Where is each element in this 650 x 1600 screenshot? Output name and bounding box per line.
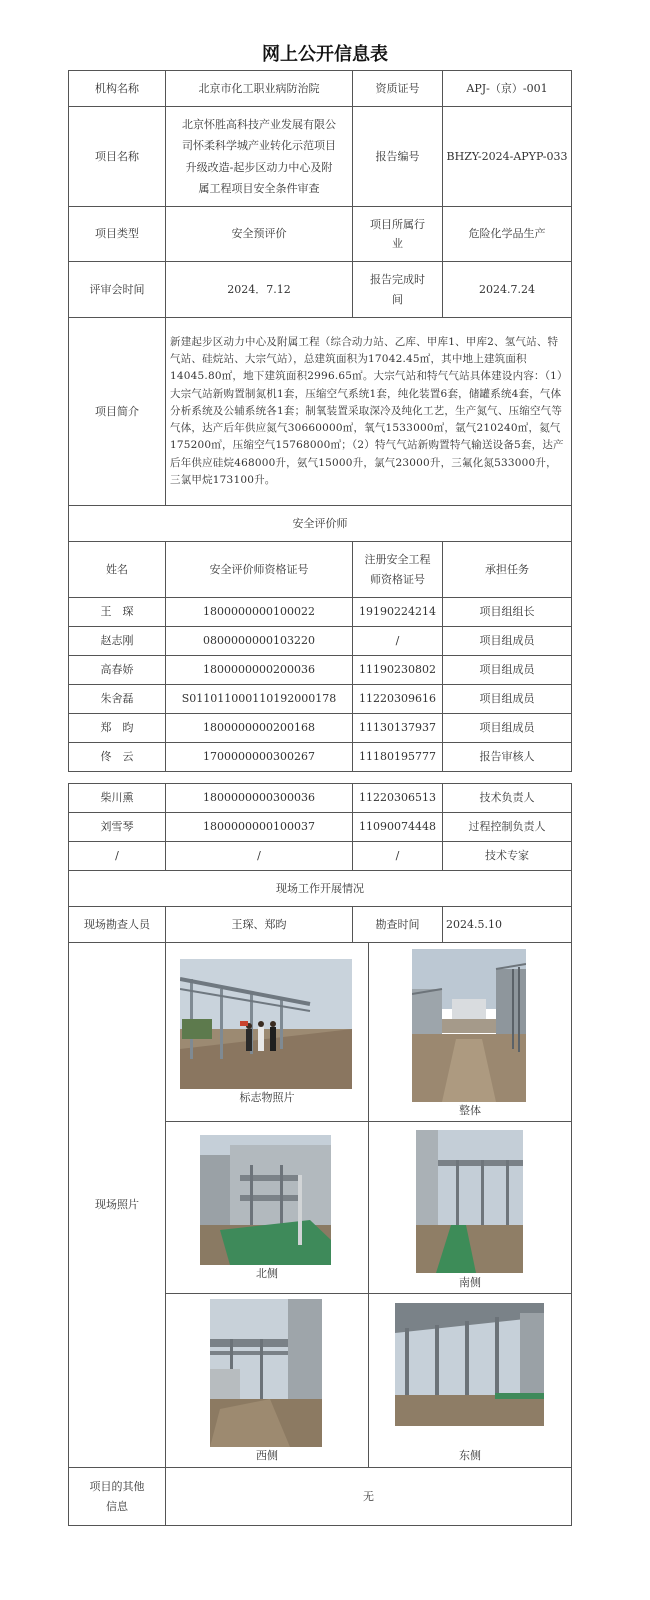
assessor-name: / (69, 842, 166, 871)
assessor-cert: 1800000000100022 (166, 598, 353, 627)
assessor-name: 朱舍磊 (69, 685, 166, 714)
assessor-task: 过程控制负责人 (443, 813, 572, 842)
table-row (69, 598, 572, 627)
photo-caption: 标志物照片 (239, 1091, 295, 1104)
info-table (68, 70, 572, 772)
assessor-task: 技术负责人 (443, 784, 572, 813)
industry-label: 项目所属行业 (353, 207, 443, 262)
assessor-name: 刘雪琴 (69, 813, 166, 842)
org-value: 北京市化工职业病防治院 (166, 71, 353, 107)
site-photo-west (210, 1299, 322, 1447)
assessor-cert: 1800000000200036 (166, 656, 353, 685)
header-name: 姓名 (69, 542, 166, 598)
other-info-label: 项目的其他 信息 (69, 1468, 166, 1526)
assessor-reg: 11220306513 (353, 784, 443, 813)
photos-label: 现场照片 (69, 943, 166, 1468)
table-row (69, 714, 572, 743)
site-photo-south (416, 1130, 523, 1273)
photo-caption: 北侧 (256, 1267, 278, 1280)
assessor-name: 高春娇 (69, 656, 166, 685)
assessor-task: 项目组成员 (443, 627, 572, 656)
assessor-task: 项目组组长 (443, 598, 572, 627)
assessor-name: 佟 云 (69, 743, 166, 772)
assessor-reg: / (353, 842, 443, 871)
assessor-reg: 11190230802 (353, 656, 443, 685)
assessor-task: 项目组成员 (443, 656, 572, 685)
org-label: 机构名称 (69, 71, 166, 107)
assessor-task: 技术专家 (443, 842, 572, 871)
project-type-label: 项目类型 (69, 207, 166, 262)
project-name-value: 北京怀胜高科技产业发展有限公 司怀柔科学城产业转化示范项目 升级改造-起步区动力中心及附 属工程项目安全条件审查 (166, 107, 353, 207)
project-name-label: 项目名称 (69, 107, 166, 207)
header-cert: 安全评价师资格证号 (166, 542, 353, 598)
photo-caption: 东侧 (459, 1449, 481, 1462)
assessor-cert: S011011000110192000178 (166, 685, 353, 714)
intro-text: 新建起步区动力中心及附属工程（综合动力站、乙库、甲库1、甲库2、氢气站、特气站、硅烷站、大宗气站），总建筑面积为17042.45㎡，其中地上建筑面积14045.80㎡，地下建筑面积2996.65㎡。大宗气站和特气气站具体建设内容：（1）大宗气站新购置制氮机1套，压缩空气系统1套，纯化装置6套，储罐系统4套，气体分析系统及公辅系统各1套；制氧装置采取深冷及纯化工艺，生产氮气、压缩空气等气体，达产后年供应氮气30660000㎥，氧气1533000㎥，氩气210240㎥，氦气175200㎥，压缩空气15768000㎥；（2）特气气站新购置特气输送设备5套，达产后年供应硅烷468000升，氨气15000升，氯气23000升，三氟化氮533000升，三氯甲烷173100升。 (166, 318, 572, 506)
photo-caption: 西侧 (256, 1449, 278, 1462)
table-row (69, 842, 572, 871)
header-reg: 注册安全工程 师资格证号 (353, 542, 443, 598)
assessor-section-title: 安全评价师 (69, 506, 572, 542)
assessor-cert: / (166, 842, 353, 871)
photos-grid (166, 943, 572, 1468)
assessor-cert: 1800000000100037 (166, 813, 353, 842)
assessor-name: 郑 昀 (69, 714, 166, 743)
site-photo-landmark (180, 959, 352, 1089)
assessor-task: 项目组成员 (443, 714, 572, 743)
table-row (69, 656, 572, 685)
survey-label: 现场勘查人员 (69, 907, 166, 943)
other-info-value: 无 (166, 1468, 572, 1526)
assessor-reg: / (353, 627, 443, 656)
photo-caption: 整体 (459, 1104, 481, 1117)
photo-caption: 南侧 (459, 1276, 481, 1289)
assessor-reg: 11130137937 (353, 714, 443, 743)
assessor-cert: 1800000000200168 (166, 714, 353, 743)
assessor-cert: 0800000000103220 (166, 627, 353, 656)
project-type-value: 安全预评价 (166, 207, 353, 262)
header-task: 承担任务 (443, 542, 572, 598)
finish-time-value: 2024.7.24 (443, 262, 572, 318)
table-row (69, 685, 572, 714)
review-time-value: 2024．7.12 (166, 262, 353, 318)
survey-time-value: 2024.5.10 (443, 907, 572, 943)
assessor-cert: 1700000000300267 (166, 743, 353, 772)
assessor-name: 王 琛 (69, 598, 166, 627)
assessor-task: 项目组成员 (443, 685, 572, 714)
assessor-cert: 1800000000300036 (166, 784, 353, 813)
finish-time-label: 报告完成时间 (353, 262, 443, 318)
report-no-value: BHZY-2024-APYP-033 (443, 107, 572, 207)
cert-label: 资质证号 (353, 71, 443, 107)
survey-value: 王琛、郑昀 (166, 907, 353, 943)
site-photo-east (395, 1303, 544, 1426)
review-time-label: 评审会时间 (69, 262, 166, 318)
intro-label: 项目简介 (69, 318, 166, 506)
site-photo-overall (412, 949, 526, 1102)
site-photo-north (200, 1135, 331, 1265)
assessor-reg: 11220309616 (353, 685, 443, 714)
table-row (69, 813, 572, 842)
assessor-reg: 11090074448 (353, 813, 443, 842)
assessor-name: 赵志刚 (69, 627, 166, 656)
table-row (69, 627, 572, 656)
assessor-task: 报告审核人 (443, 743, 572, 772)
assessor-reg: 11180195777 (353, 743, 443, 772)
info-table-continued (68, 783, 572, 1526)
report-no-label: 报告编号 (353, 107, 443, 207)
table-row (69, 743, 572, 772)
assessor-name: 柴川熏 (69, 784, 166, 813)
site-section-title: 现场工作开展情况 (69, 871, 572, 907)
assessor-reg: 19190224214 (353, 598, 443, 627)
cert-value: APJ-（京）-001 (443, 71, 572, 107)
page-title: 网上公开信息表 (262, 44, 388, 65)
industry-value: 危险化学品生产 (443, 207, 572, 262)
survey-time-label: 勘查时间 (353, 907, 443, 943)
table-row (69, 784, 572, 813)
